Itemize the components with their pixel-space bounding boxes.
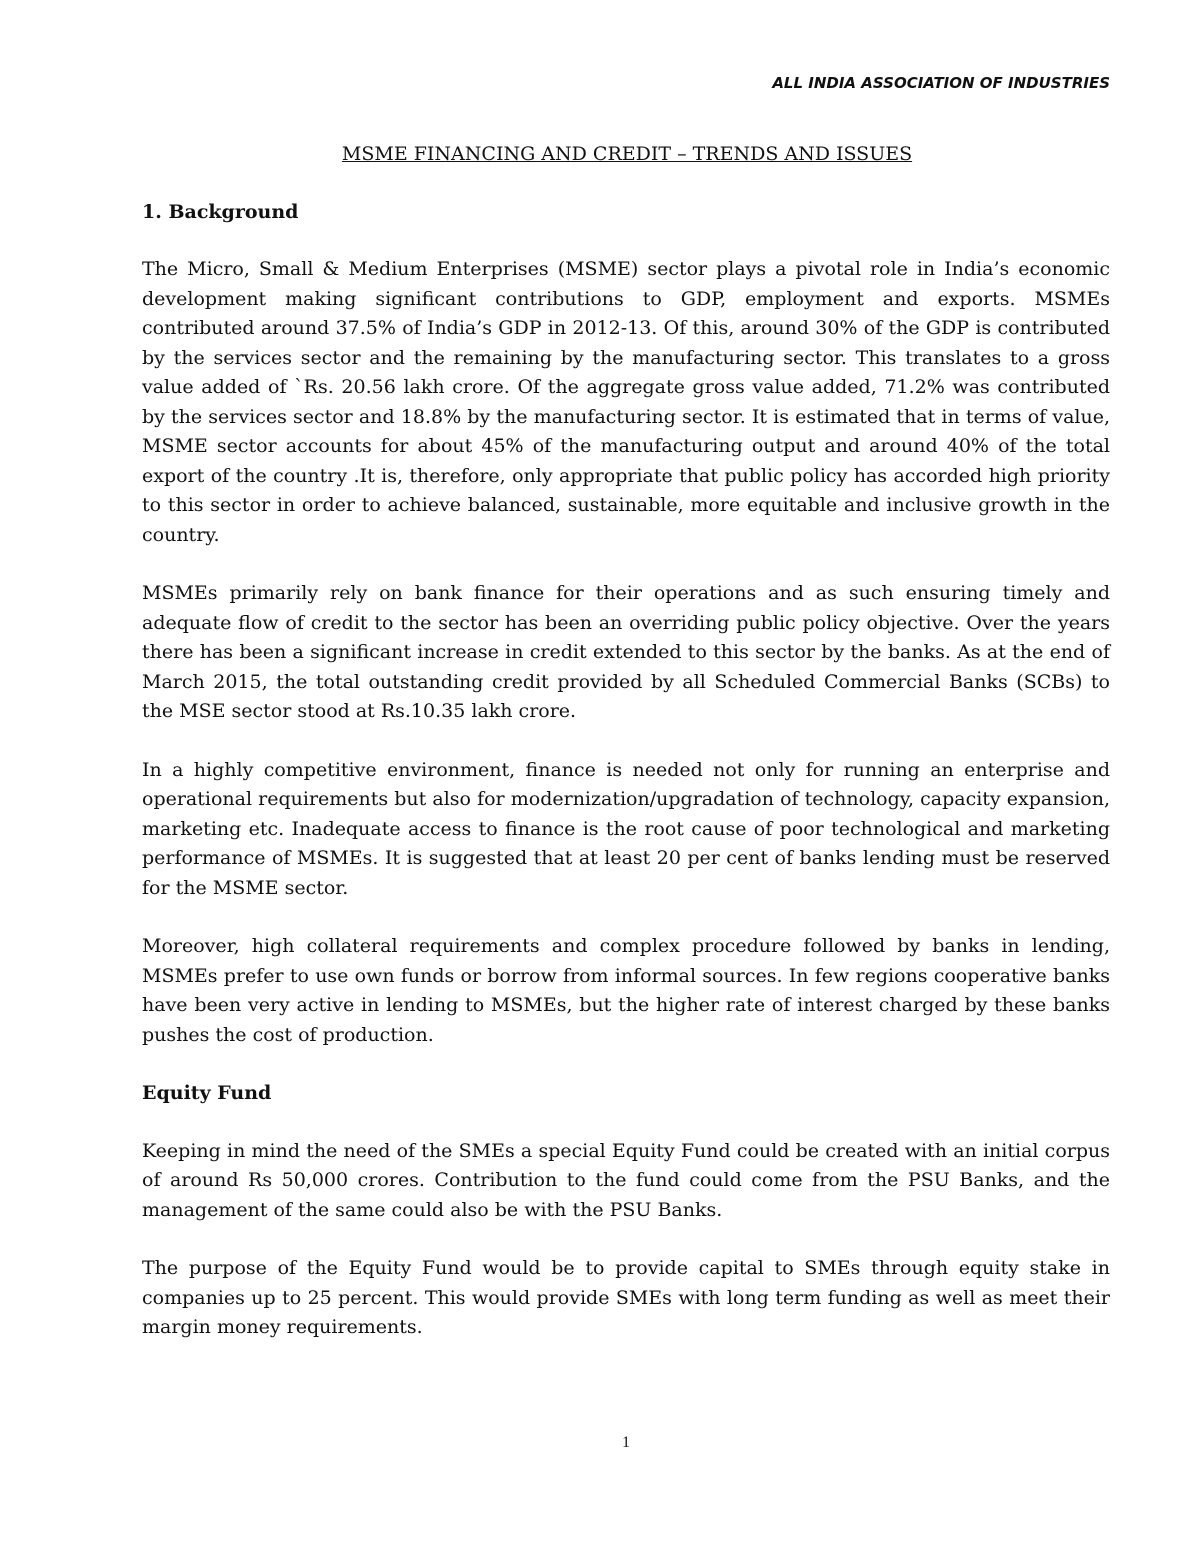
paragraph: MSMEs primarily rely on bank finance for their operations and as such ensuring timely and adequate flow of credit to the sector has been an overriding public policy objective. Over the years there has been a significant increase in credit extended to this sector by the banks. As at the end of March 2015, the total outstanding credit provided by all Scheduled Commercial Banks (SCBs) to the MSE sector stood at Rs.10.35 lakh crore. [142, 582, 1110, 722]
page-header-org: ALL INDIA ASSOCIATION OF INDUSTRIES [772, 74, 1110, 92]
section-heading-background: 1. Background [142, 200, 299, 223]
paragraph: Keeping in mind the need of the SMEs a special Equity Fund could be created with an initial corpus of around Rs 50,000 crores. Contribution to the fund could come from the PSU Banks, and the management of the same could also be with the PSU Banks. [142, 1139, 1110, 1221]
section-heading-equity-fund: Equity Fund [142, 1082, 272, 1104]
paragraph: The purpose of the Equity Fund would be to provide capital to SMEs through equity stake in companies up to 25 percent. This would provide SMEs with long term funding as well as meet their margin money requirements. [142, 1257, 1110, 1338]
paragraph: In a highly competitive environment, finance is needed not only for running an enterprise and operational requirements but also for modernization/upgradation of technology, capacity expansion, marketing etc. Inadequate access to finance is the root cause of poor technological and marketing performance of MSMEs. It is suggested that at least 20 per cent of banks lending must be reserved for the MSME sector. [142, 758, 1110, 899]
page-number: 1 [622, 1434, 630, 1451]
paragraph: Moreover, high collateral requirements and complex procedure followed by banks in lending, MSMEs prefer to use own funds or borrow from informal sources. In few regions cooperative banks have been very active in lending to MSMEs, but the higher rate of interest charged by these banks pushes the cost of production. [142, 935, 1110, 1046]
document-body [142, 140, 1110, 1372]
document-title: MSME FINANCING AND CREDIT – TRENDS AND ISSUES [341, 143, 913, 165]
paragraph: The Micro, Small & Medium Enterprises (MSME) sector plays a pivotal role in India’s economic development making significant contributions to GDP, employment and exports. MSMEs contributed around 37.5% of India’s GDP in 2012-13. Of this, around 30% of the GDP is contributed by the services sector and the remaining by the manufacturing sector. This translates to a gross value added of `Rs. 20.56 lakh crore. Of the aggregate gross value added, 71.2% was contributed by the services sector and 18.8% by the manufacturing sector. It is estimated that in terms of value, MSME sector accounts for about 45% of the manufacturing output and around 40% of the total export of the country .It is, therefore, only appropriate that public policy has accorded high priority to this sector in order to achieve balanced, sustainable, more equitable and inclusive growth in the country. [142, 258, 1110, 546]
